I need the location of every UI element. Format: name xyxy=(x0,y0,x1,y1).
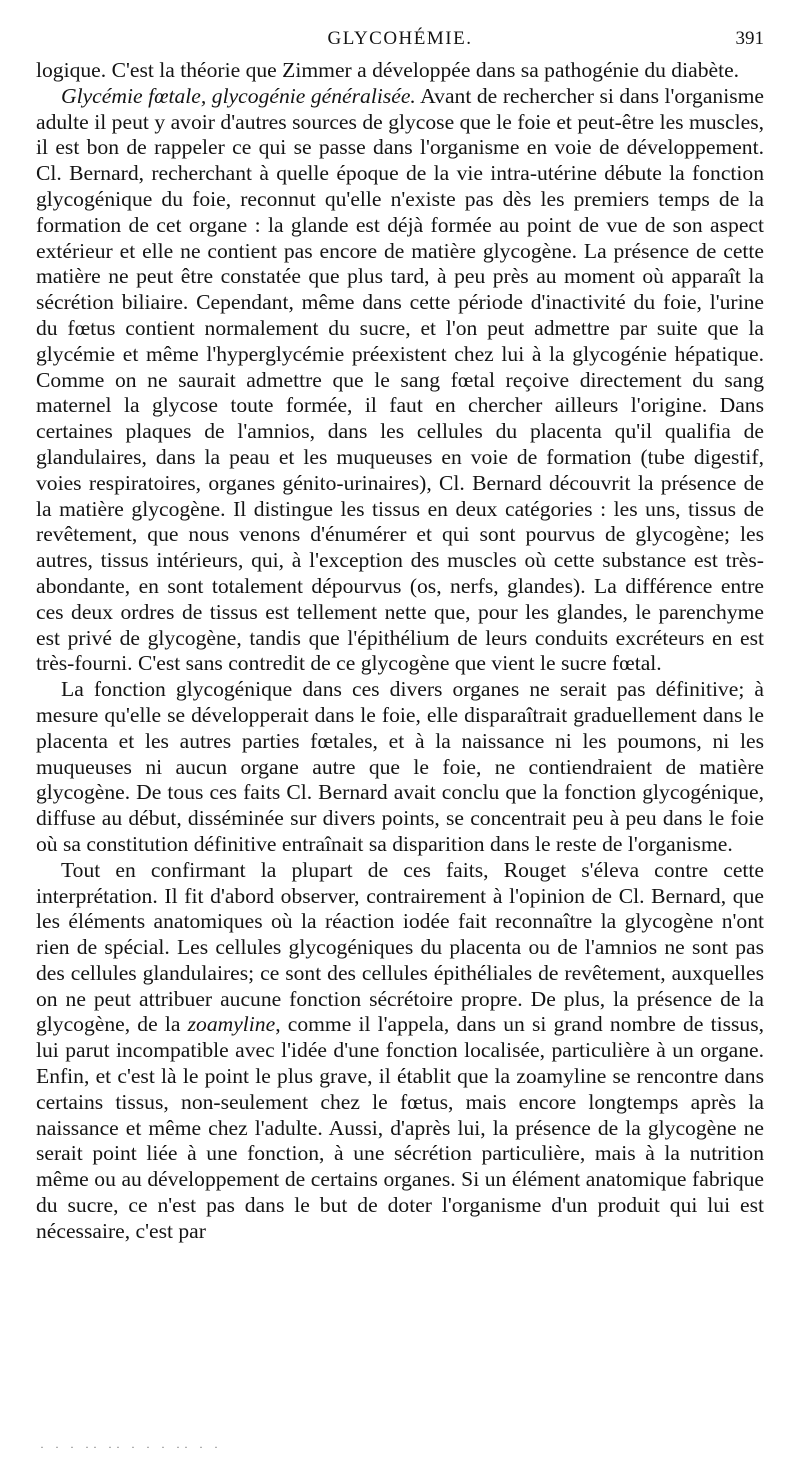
paragraph-text: , comme il l'appela, dans un si grand nombre de tissus, lui parut incompatible avec l'idée d'une fonction localisée, particulière à un organe. Enfin, et c'est là le point le plus grave, il établit que la zoamyline se rencontre dans certains tissus, non-seulement chez le fœtus, mais encore longtemps après la naissance et même chez l'adulte. Aussi, d'après lui, la présence de la glycogène ne serait point liée à une fonction, à une sécrétion particulière, mais à la nutrition même ou au développement de certains organes. Si un élément anatomique fabrique du sucre, ce n'est pas dans le but de doter l'organisme d'un produit qui lui est nécessaire, c'est par xyxy=(36,1012,764,1243)
section-heading: Glycémie fœtale, glycogénie généralisée. xyxy=(61,83,416,108)
running-title: GLYCOHÉMIE. xyxy=(327,28,473,49)
paragraph-rouget xyxy=(36,858,764,1245)
paragraph-text: Tout en confirmant la plupart de ces faits, Rouget s'éleva contre cette interprétation. Il fit d'abord observer, contrairement à l'opinion de Cl. Bernard, que les éléments anatomiques où la réaction iodée fait reconnaître la glycogène n'ont rien de spécial. Les cellules glycogéniques du placenta ou de l'amnios ne sont pas des cellules glandulaires; ce sont des cellules épithéliales de revêtement, auxquelles on ne peut attribuer aucune fonction sécrétoire propre. De plus, la présence de la glycogène, de la xyxy=(36,857,764,1037)
paragraph-text: Avant de rechercher si dans l'organisme adulte il peut y avoir d'autres sources de glycose que le foie et peut-être les muscles, il est bon de rappeler ce qui se passe dans l'organisme en voie de développement. Cl. Bernard, recherchant à quelle époque de la vie intra-utérine débute la fonction glycogénique du foie, reconnut qu'elle n'existe pas dès les premiers temps de la formation de cet organe : la glande est déjà formée au point de vue de son aspect extérieur et elle ne contient pas encore de matière glycogène. La présence de cette matière ne peut être constatée que plus tard, à peu près au moment où apparaît la sécrétion biliaire. Cependant, même dans cette période d'inactivité du foie, l'urine du fœtus contient normalement du sucre, et l'on peut admettre par suite que la glycémie et même l'hyperglycémie préexistent chez lui à la glycogénie hépatique. Comme on ne saurait admettre que le sang fœtal reçoive directement du sang maternel la glycose toute formée, il faut en chercher ailleurs l'origine. Dans certaines plaques de l'amnios, dans les cellules du placenta qu'il qualifia de glandulaires, dans la peau et les muqueuses en voie de formation (tube digestif, voies respiratoires, organes génito-urinaires), Cl. Bernard découvrit la présence de la matière glycogène. Il distingue les tissus en deux catégories : les uns, tissus de revêtement, que nous venons d'énumérer et qui sont pourvus de glycogène; les autres, tissus intérieurs, qui, à l'exception des muscles où cette substance est très-abondante, en sont totalement dépourvus (os, nerfs, glandes). La différence entre ces deux ordres de tissus est tellement nette que, pour les glandes, le parenchyme est privé de glycogène, tandis que l'épithélium de leurs conduits excréteurs en est très-fourni. C'est sans contredit de ce glycogène que vient le sucre fœtal. xyxy=(36,83,764,676)
paragraph-fonction-glycogenique: La fonction glycogénique dans ces divers organes ne serait pas définitive; à mesure qu'elle se développerait dans le foie, elle disparaîtrait graduellement dans le placenta et les autres parties fœtales, et à la naissance ni les poumons, ni les muqueuses ni aucun organe autre que le foie, ne contiendraient de matière glycogène. De tous ces faits Cl. Bernard avait conclu que la fonction glycogénique, diffuse au début, disséminée sur divers points, se concentrait peu à peu dans le foie où sa constitution définitive entraînait sa disparition dans le reste de l'organisme. xyxy=(36,677,764,856)
paragraph-glycemie-foetale xyxy=(36,84,764,677)
term-zoamyline: zoamyline xyxy=(187,1012,276,1037)
body-text xyxy=(36,58,764,1245)
page-number: 391 xyxy=(735,28,764,49)
print-specks: · · · ·· ·· · · · ·· · · xyxy=(40,1440,222,1454)
page-header xyxy=(36,28,764,58)
paragraph-continuation: logique. C'est la théorie que Zimmer a développée dans sa pathogénie du diabète. xyxy=(36,58,740,82)
